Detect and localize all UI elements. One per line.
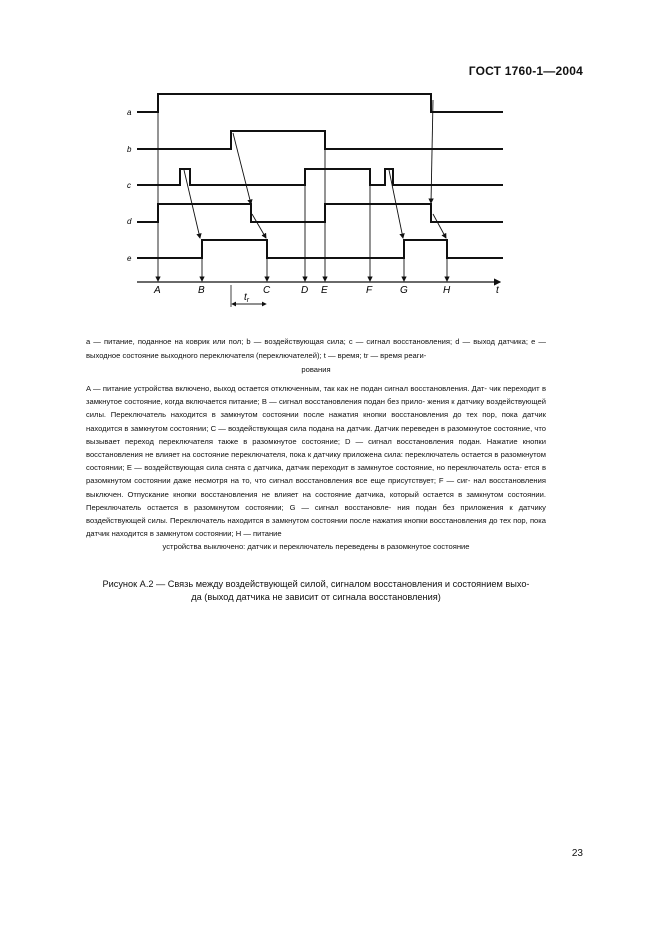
legend-line: рования bbox=[301, 365, 331, 374]
event-label-F: F bbox=[366, 285, 373, 296]
waveform-c bbox=[137, 169, 503, 185]
description-line: состояние переключателя, пока к датчику приложена сила: переключатель остается в разомкнутом состоянии; bbox=[86, 450, 546, 473]
time-axis-label: t bbox=[496, 285, 499, 296]
description-line: A — питание устройства включено, выход остается отключенным, так как не подан сигнал восстановления. Дат- bbox=[86, 384, 487, 393]
description-line: E — воздействующая сила снята с датчика, датчик переходит в замкнутое состояние, но переключатель оста- bbox=[126, 463, 522, 473]
cause-arrow-a-to-d bbox=[431, 100, 433, 203]
figure-description bbox=[86, 382, 546, 554]
description-line: ния подан без приложения к датчику воздействующей силы. Переключатель находится в замкнутом состоянии bbox=[86, 502, 546, 526]
legend-line: датчика; е — выходное состояние выходного переключателя (переключателей); t — время; tr — время реаги- bbox=[86, 337, 546, 360]
figure-caption bbox=[86, 578, 546, 604]
event-label-A: A bbox=[154, 285, 161, 296]
description-line: нал восстановления выключен. Отпускание кнопки восстановления не влияет на состояние датчика, который bbox=[86, 476, 546, 499]
figure-legend bbox=[86, 335, 546, 377]
description-line: устройства выключено: датчик и переключатель переведены в разомкнутое состояние bbox=[162, 542, 470, 552]
waveform-a bbox=[137, 94, 503, 112]
cause-arrow-d-to-e bbox=[252, 214, 266, 238]
description-line: ется в разомкнутом состоянии даже несмотря на то, что сигнал восстановления все еще присутствует; F — сиг- bbox=[86, 463, 546, 486]
signal-label-b: b bbox=[127, 145, 132, 154]
event-label-G: G bbox=[400, 285, 408, 296]
description-line: чик переходит в замкнутое состояние, когда включается питание; B — сигнал восстановления подан без прило- bbox=[86, 384, 546, 407]
event-label-D: D bbox=[301, 285, 309, 296]
description-line: остается в замкнутом состоянии. Переключатель остается в разомкнутом состоянии; G — сигнал восстановле- bbox=[86, 489, 546, 512]
event-label-H: H bbox=[443, 285, 451, 296]
signal-label-a: a bbox=[127, 108, 132, 117]
interval-label: $t_r$ bbox=[244, 292, 250, 304]
waveform-b bbox=[137, 131, 503, 149]
waveform-e bbox=[137, 240, 503, 258]
caption-line: Рисунок А.2 — Связь между воздействующей силой, сигналом восстановления и состоянием выхо- bbox=[102, 579, 530, 589]
event-label-B: B bbox=[198, 285, 205, 296]
signal-label-c: c bbox=[127, 181, 131, 190]
timing-diagram bbox=[0, 0, 661, 330]
description-line: кнопки восстановления до тех пор, пока датчик находится в замкнутом состоянии; C — воздействующая сила bbox=[86, 410, 546, 433]
event-label-C: C bbox=[263, 285, 271, 296]
cause-arrow-d2-to-e bbox=[433, 214, 446, 238]
description-line: разомкнутое состояние; D — сигнал восстановления подан. Нажатие кнопки восстановления не влияет на bbox=[86, 436, 546, 460]
description-line: подана на датчик. Датчик переведен в разомкнутое состояние, что вызывает переход переключателя также в bbox=[86, 423, 546, 446]
caption-line: да (выход датчика не зависит от сигнала восстановления) bbox=[191, 592, 441, 602]
signal-label-d: d bbox=[127, 217, 132, 226]
waveform-d bbox=[137, 204, 503, 222]
signal-label-e: e bbox=[127, 254, 132, 263]
legend-line: а — питание, поданное на коврик или пол; b — воздействующая сила; c — сигнал восстановления; d — выход bbox=[86, 337, 495, 346]
description-line: жения к датчику воздействующей силы. Переключатель находится в замкнутом состоянии после нажатия bbox=[86, 397, 546, 420]
event-label-E: E bbox=[321, 285, 328, 296]
description-line: после нажатия кнопки восстановления до тех пор, пока датчик находится в замкнутом состоянии; H — питание bbox=[86, 516, 546, 539]
cause-arrow-b-to-d bbox=[233, 133, 251, 204]
document-header: ГОСТ 1760-1—2004 bbox=[468, 64, 583, 78]
page-number: 23 bbox=[571, 848, 583, 859]
